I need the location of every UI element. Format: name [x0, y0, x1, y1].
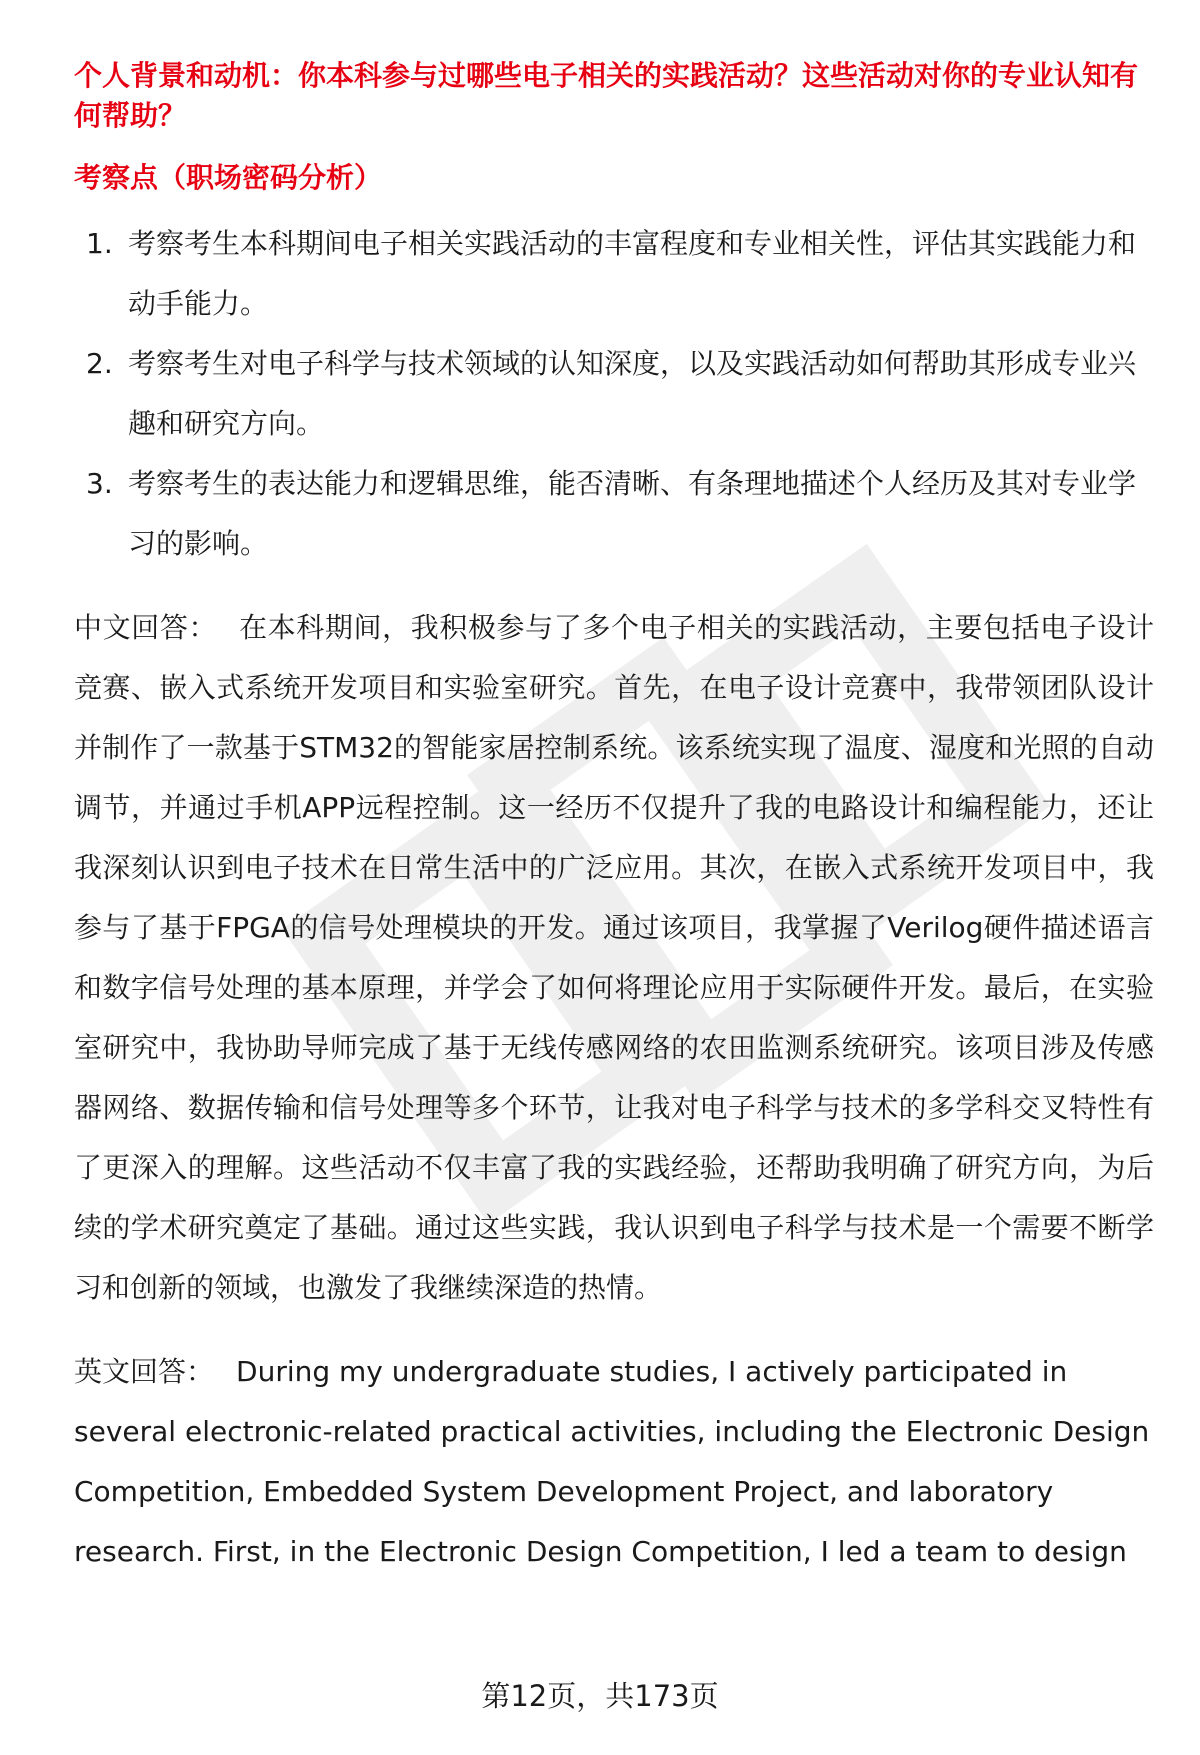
- page-content: [74, 56, 1154, 1606]
- list-item-number: 1.: [86, 227, 113, 260]
- chinese-answer-label: 中文回答：: [74, 611, 218, 644]
- assessment-points-list: [74, 214, 1154, 574]
- english-answer-text: During my undergraduate studies, I actively participated in several electronic-related practical activities, including the Electronic Design Competition, Embedded System Development Project, and laboratory research. First, in the Electronic Design Competition, I led a team to design: [74, 1355, 1150, 1568]
- chinese-answer-text: 在本科期间，我积极参与了多个电子相关的实践活动，主要包括电子设计竞赛、嵌入式系统开发项目和实验室研究。首先，在电子设计竞赛中，我带领团队设计并制作了一款基于STM32的智能家居控制系统。该系统实现了温度、湿度和光照的自动调节，并通过手机APP远程控制。这一经历不仅提升了我的电路设计和编程能力，还让我深刻认识到电子技术在日常生活中的广泛应用。其次，在嵌入式系统开发项目中，我参与了基于FPGA的信号处理模块的开发。通过该项目，我掌握了Verilog硬件描述语言和数字信号处理的基本原理，并学会了如何将理论应用于实际硬件开发。最后，在实验室研究中，我协助导师完成了基于无线传感网络的农田监测系统研究。该项目涉及传感器网络、数据传输和信号处理等多个环节，让我对电子科学与技术的多学科交叉特性有了更深入的理解。这些活动不仅丰富了我的实践经验，还帮助我明确了研究方向，为后续的学术研究奠定了基础。通过这些实践，我认识到电子科学与技术是一个需要不断学习和创新的领域，也激发了我继续深造的热情。: [74, 611, 1154, 1304]
- list-item-text: 考察考生对电子科学与技术领域的认知深度，以及实践活动如何帮助其形成专业兴趣和研究方向。: [128, 347, 1137, 440]
- list-item-number: 3.: [86, 467, 113, 500]
- page-number-footer: 第12页，共173页: [481, 1679, 719, 1713]
- list-item: [74, 214, 1154, 334]
- list-item-text: 考察考生本科期间电子相关实践活动的丰富程度和专业相关性，评估其实践能力和动手能力。: [128, 227, 1137, 320]
- list-item-text: 考察考生的表达能力和逻辑思维，能否清晰、有条理地描述个人经历及其对专业学习的影响。: [128, 467, 1137, 560]
- list-item: [74, 454, 1154, 574]
- list-item: [74, 334, 1154, 454]
- english-answer-label: 英文回答：: [74, 1355, 215, 1388]
- section-title: 考察点（职场密码分析）: [74, 161, 383, 194]
- chinese-answer: [74, 598, 1154, 1318]
- question-heading: 个人背景和动机：你本科参与过哪些电子相关的实践活动？这些活动对你的专业认知有何帮助？: [74, 59, 1139, 132]
- english-answer: [74, 1342, 1154, 1582]
- list-item-number: 2.: [86, 347, 113, 380]
